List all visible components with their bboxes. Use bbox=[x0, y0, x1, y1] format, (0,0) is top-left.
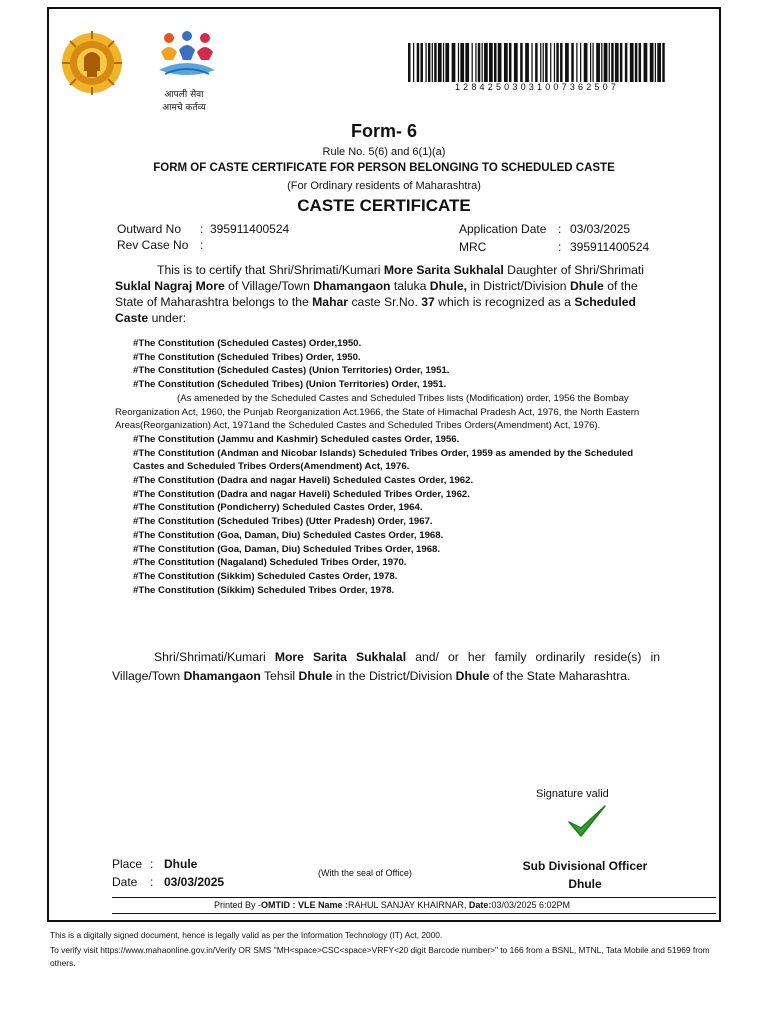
constitution-order-item: #The Constitution (Goa, Daman, Diu) Scheduled Castes Order, 1968. bbox=[133, 529, 444, 541]
village-name: Dhamangaon bbox=[313, 279, 391, 293]
barcode-bar bbox=[514, 43, 518, 82]
barcode-bar bbox=[438, 43, 442, 82]
printed-by-line: Printed By -OMTID : VLE Name :RAHUL SANJAY KHAIRNAR, Date:03/03/2025 6:02PM bbox=[214, 900, 570, 910]
constitution-order-item: #The Constitution (Scheduled Tribes) (Union Territories) Order, 1951. bbox=[133, 379, 447, 391]
application-date-colon: : bbox=[558, 222, 562, 236]
barcode-bar bbox=[560, 43, 562, 82]
outward-label: Outward No bbox=[117, 222, 182, 236]
outward-colon: : bbox=[200, 222, 204, 236]
form-subheading: (For Ordinary residents of Maharashtra) bbox=[287, 180, 481, 192]
barcode-bar bbox=[425, 43, 426, 82]
barcode-bar bbox=[445, 43, 449, 82]
constitution-order-item: #The Constitution (Pondicherry) Scheduled Castes Order, 1964. bbox=[133, 502, 423, 514]
resident-district: Dhule bbox=[455, 669, 490, 683]
constitution-order-item: #The Constitution (Scheduled Tribes) Order, 1950. bbox=[133, 351, 361, 363]
barcode-bar bbox=[596, 43, 600, 82]
barcode-bar bbox=[460, 43, 464, 82]
barcode-bar bbox=[580, 43, 581, 82]
barcode-bar bbox=[420, 43, 422, 82]
place-value: Dhule bbox=[164, 857, 198, 871]
verification-note: To verify visit https://www.mahaonline.gov.in/Verify OR SMS "MH<space>CSC<space>VRFY<20 digit Barcode number>" to 166 from a BSNL, MTNL, Tata Mobile and 51969 from others. bbox=[50, 945, 710, 968]
date-colon: : bbox=[150, 875, 154, 889]
barcode-bar bbox=[650, 43, 654, 82]
caste-category: Scheduled Caste bbox=[115, 295, 636, 325]
barcode-bar bbox=[494, 43, 496, 82]
barcode-bar bbox=[615, 43, 619, 82]
barcode-bar bbox=[472, 43, 473, 82]
amendment-note: (As ameneded by the Scheduled Castes and Scheduled Tribes lists (Modification) order, 1956 the Bombay Reorganization Act, 1960, the Punjab Reorganization Act.1966, the State of Himachal Pradesh Act, 1976, the North Eastern Areas(Reorganization) Act, 1971and the Scheduled Castes and Scheduled Tribes Orders(Amendment) Act, 1976). bbox=[115, 392, 640, 432]
barcode-bar bbox=[482, 43, 483, 82]
barcode-bar bbox=[657, 43, 661, 82]
constitution-order-item: #The Constitution (Scheduled Tribes) (Utter Pradesh) Order, 1967. bbox=[133, 516, 433, 528]
state-emblem-icon bbox=[60, 27, 124, 99]
barcode-bar bbox=[592, 43, 593, 82]
seva-tagline-2: आमचे कर्तव्य bbox=[162, 103, 206, 113]
revcase-label: Rev Case No bbox=[117, 238, 189, 252]
resident-tehsil: Dhule bbox=[298, 669, 333, 683]
rule-number: Rule No. 5(6) and 6(1)(a) bbox=[322, 146, 446, 158]
certification-paragraph: This is to certify that Shri/Shrimati/Kumari More Sarita Sukhalal Daughter of Shri/Shrimati Suklal Nagraj More of Village/Town Dhamangaon taluka Dhule, in District/Division Dhule of the State of Maharashtra belongs to the Mahar caste Sr.No. 37 which is recognized as a Scheduled Caste under: bbox=[115, 263, 644, 325]
constitution-order-item: #The Constitution (Scheduled Castes) (Union Territories) Order, 1951. bbox=[133, 365, 450, 377]
barcode-bar bbox=[543, 43, 544, 82]
officer-title: Sub Divisional Officer bbox=[522, 859, 648, 873]
barcode-bar bbox=[475, 43, 476, 82]
barcode bbox=[408, 43, 666, 82]
barcode-number: 12842503031007362507 bbox=[454, 82, 620, 92]
barcode-bar bbox=[565, 43, 569, 82]
barcode-bar bbox=[604, 43, 608, 82]
printed-rule-top bbox=[112, 897, 716, 898]
mrc-label: MRC bbox=[459, 240, 487, 254]
barcode-bar bbox=[504, 43, 508, 82]
mrc-value: 395911400524 bbox=[570, 240, 650, 254]
residence-paragraph: Shri/Shrimati/Kumari More Sarita Sukhalal and/ or her family ordinarily reside(s) in Village/Town Dhamangaon Tehsil Dhule in the District/Division Dhule of the State Maharashtra. bbox=[112, 650, 660, 683]
barcode-bar bbox=[484, 43, 488, 82]
barcode-bar bbox=[644, 43, 648, 82]
form-heading: FORM OF CASTE CERTIFICATE FOR PERSON BELONGING TO SCHEDULED CASTE bbox=[153, 162, 615, 174]
barcode-bar bbox=[432, 43, 433, 82]
barcode-bar bbox=[620, 43, 622, 82]
barcode-bar bbox=[584, 43, 588, 82]
constitution-order-item: #The Constitution (Goa, Daman, Diu) Scheduled Tribes Order, 1968. bbox=[133, 543, 441, 555]
barcode-bar bbox=[630, 43, 634, 82]
application-date-value: 03/03/2025 bbox=[570, 222, 631, 236]
barcode-bar bbox=[601, 43, 602, 82]
barcode-bar bbox=[635, 43, 637, 82]
barcode-bar bbox=[545, 43, 547, 82]
revcase-colon: : bbox=[200, 238, 204, 252]
place-colon: : bbox=[150, 857, 154, 871]
barcode-bar bbox=[428, 43, 430, 82]
printed-rule-bottom bbox=[112, 913, 716, 914]
officer-block bbox=[510, 857, 660, 893]
place-label: Place bbox=[112, 857, 143, 871]
resident-name: More Sarita Sukhalal bbox=[274, 650, 407, 664]
barcode-bar bbox=[662, 43, 664, 82]
constitution-orders-list bbox=[115, 337, 660, 597]
father-name: Suklal Nagraj More bbox=[115, 279, 225, 293]
applicant-name: More Sarita Sukhalal bbox=[383, 263, 504, 277]
barcode-bar bbox=[452, 43, 456, 82]
constitution-order-item: #The Constitution (Jammu and Kashmir) Scheduled castes Order, 1956. bbox=[133, 433, 460, 445]
aapli-seva-logo bbox=[155, 30, 219, 113]
outward-value: 395911400524 bbox=[210, 222, 290, 236]
seva-tagline-1: आपली सेवा bbox=[164, 90, 204, 100]
constitution-order-item: #The Constitution (Sikkim) Scheduled Tribes Order, 1978. bbox=[133, 584, 395, 596]
barcode-bar bbox=[509, 43, 511, 82]
seal-note: (With the seal of Office) bbox=[318, 868, 412, 878]
caste-srno: 37 bbox=[421, 295, 435, 309]
taluka-name: Dhule, bbox=[429, 279, 468, 293]
check-mark-icon bbox=[566, 802, 608, 842]
certificate-title: CASTE CERTIFICATE bbox=[297, 196, 471, 215]
barcode-bar bbox=[417, 43, 419, 82]
barcode-bar bbox=[434, 43, 436, 82]
resident-village: Dhamangaon bbox=[183, 669, 261, 683]
barcode-bar bbox=[540, 43, 541, 82]
barcode-bar bbox=[443, 43, 444, 82]
barcode-bar bbox=[465, 43, 469, 82]
barcode-bar bbox=[639, 43, 641, 82]
barcode-bar bbox=[408, 43, 410, 82]
seva-figures-icon bbox=[155, 30, 219, 82]
barcode-bar bbox=[525, 43, 529, 82]
district-name: Dhule bbox=[569, 279, 604, 293]
caste-name: Mahar bbox=[312, 295, 349, 309]
legal-validity-note: This is a digitally signed document, hence is legally valid as per the Information Technology (IT) Act, 2000. bbox=[50, 930, 443, 940]
barcode-bar bbox=[489, 43, 493, 82]
constitution-order-item: #The Constitution (Andman and Nicobar Islands) Scheduled Tribes Order, 1959 as amended by the Scheduled Castes and Scheduled Tribes Orders(Amendment) Act, 1976. bbox=[133, 447, 634, 473]
barcode-bar bbox=[611, 43, 613, 82]
barcode-bar bbox=[520, 43, 522, 82]
barcode-bar bbox=[571, 43, 573, 82]
barcode-bar bbox=[625, 43, 627, 82]
barcode-bar bbox=[655, 43, 656, 82]
barcode-bar bbox=[556, 43, 558, 82]
application-date-label: Application Date bbox=[459, 222, 547, 236]
barcode-bar bbox=[458, 43, 459, 82]
date-label: Date bbox=[112, 875, 138, 889]
constitution-order-item: #The Constitution (Nagaland) Scheduled Tribes Order, 1970. bbox=[133, 557, 407, 569]
barcode-bar bbox=[478, 43, 480, 82]
constitution-order-item: #The Constitution (Scheduled Castes) Order,1950. bbox=[133, 338, 362, 349]
barcode-bar bbox=[590, 43, 591, 82]
form-title: Form- 6 bbox=[350, 121, 417, 141]
barcode-bar bbox=[413, 43, 414, 82]
signature-valid-text: Signature valid bbox=[536, 788, 609, 800]
date-value: 03/03/2025 bbox=[164, 875, 225, 889]
barcode-bar bbox=[535, 43, 537, 82]
barcode-bar bbox=[576, 43, 577, 82]
officer-place: Dhule bbox=[568, 877, 602, 891]
constitution-order-item: #The Constitution (Dadra and nagar Haveli) Scheduled Castes Order, 1962. bbox=[133, 475, 474, 487]
constitution-order-item: #The Constitution (Dadra and nagar Haveli) Scheduled Tribes Order, 1962. bbox=[133, 488, 470, 500]
barcode-bar bbox=[531, 43, 532, 82]
barcode-bar bbox=[498, 43, 502, 82]
barcode-bar bbox=[609, 43, 610, 82]
constitution-order-item: #The Constitution (Sikkim) Scheduled Castes Order, 1978. bbox=[133, 570, 398, 582]
barcode-bar bbox=[554, 43, 555, 82]
barcode-bar bbox=[550, 43, 551, 82]
mrc-colon: : bbox=[558, 240, 562, 254]
